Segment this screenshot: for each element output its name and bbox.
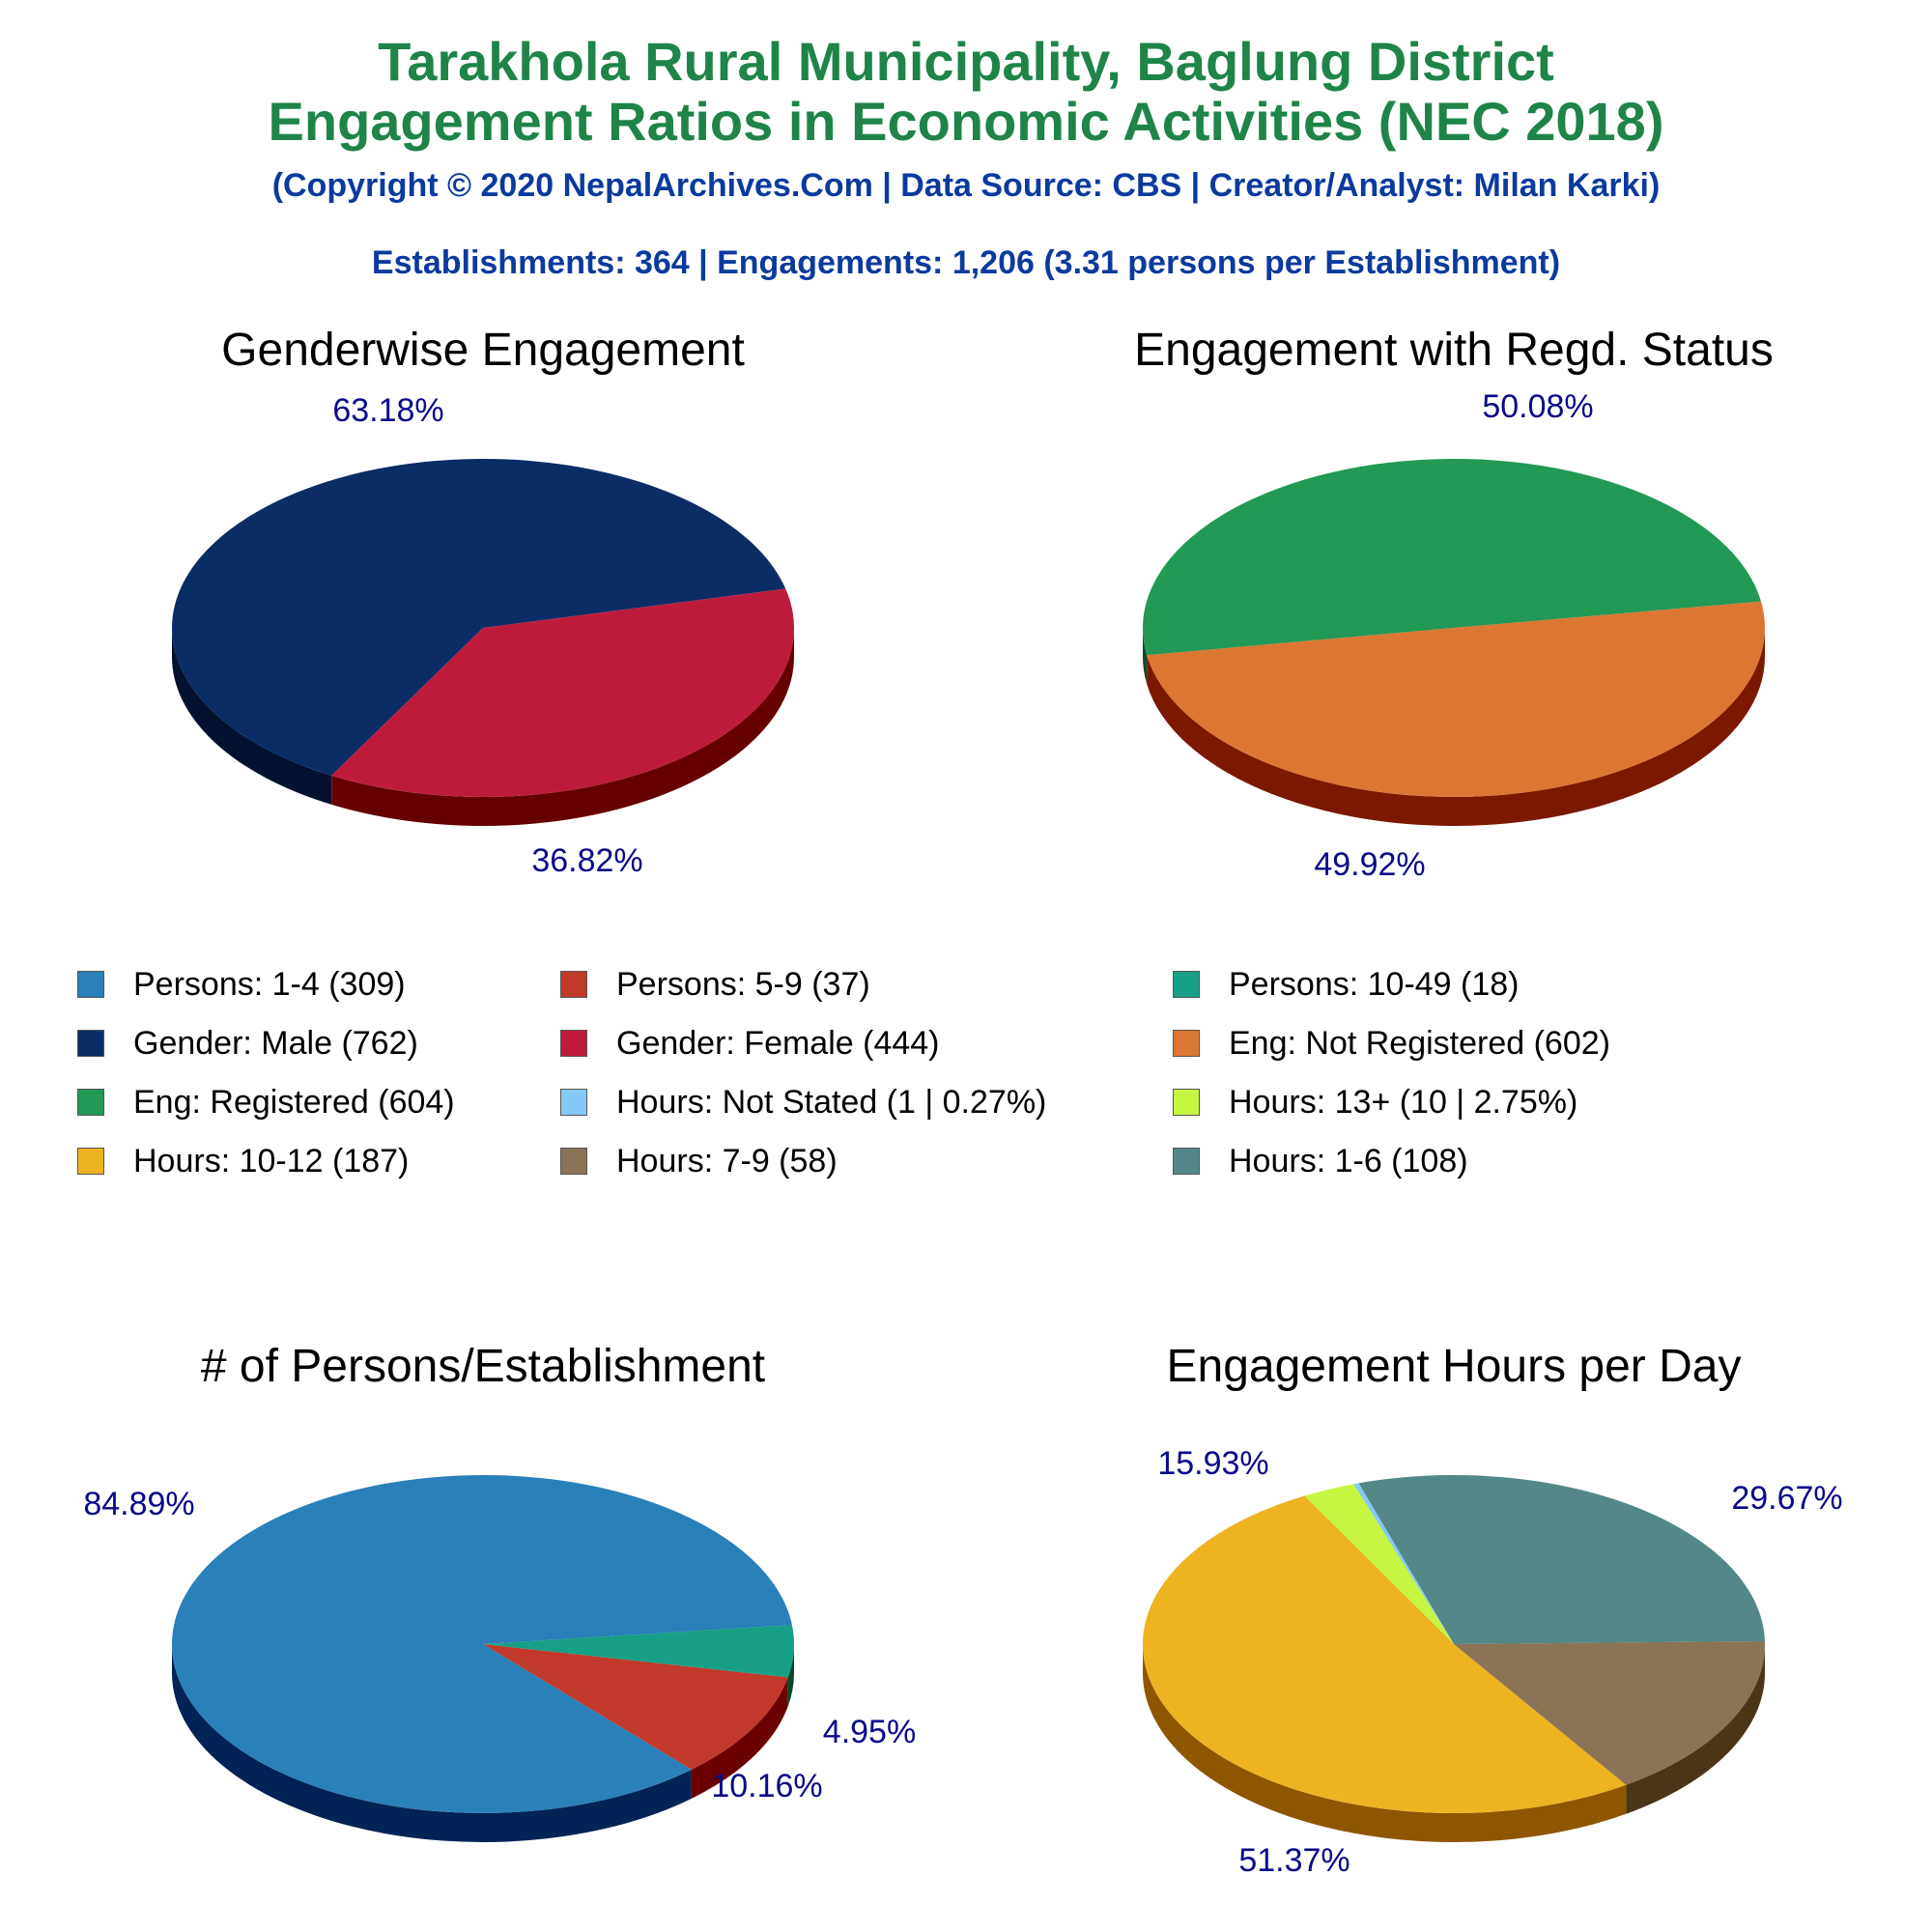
- pie-title-3: # of Persons/Establishment: [200, 1341, 766, 1392]
- legend-swatch: [1173, 1089, 1200, 1116]
- pie-chart-2: [1134, 325, 1774, 883]
- pie-title-4: Engagement Hours per Day: [1166, 1341, 1742, 1392]
- legend-label: Eng: Registered (604): [133, 1083, 455, 1121]
- legend-label: Hours: 7-9 (58): [616, 1142, 838, 1179]
- legend-label: Persons: 5-9 (37): [616, 965, 870, 1003]
- legend-item: [77, 1139, 409, 1183]
- pie-chart-4: [1143, 1341, 1843, 1879]
- legend-item: [1173, 1021, 1610, 1065]
- legend-label: Persons: 10-49 (18): [1229, 965, 1520, 1003]
- legend-item: [560, 1021, 940, 1065]
- pie-label-2-2: 49.92%: [1314, 846, 1426, 883]
- legend-item: [560, 1139, 838, 1183]
- pie-label-3-1: 84.89%: [83, 1486, 195, 1522]
- pie-label-4-5: 15.93%: [1157, 1445, 1269, 1482]
- legend-item: [77, 1021, 418, 1065]
- legend-item: [1173, 1139, 1468, 1183]
- legend-swatch: [77, 1030, 104, 1057]
- copyright-line: (Copyright © 2020 NepalArchives.Com | Data Source: CBS | Creator/Analyst: Milan Karki): [271, 167, 1661, 204]
- legend-label: Hours: 13+ (10 | 2.75%): [1229, 1083, 1578, 1121]
- pie-chart-1: [172, 325, 794, 879]
- pie-label-1-2: 36.82%: [531, 842, 643, 879]
- legend-swatch: [560, 1030, 587, 1057]
- legend-swatch: [1173, 971, 1200, 998]
- legend-swatch: [77, 1148, 104, 1175]
- legend-label: Persons: 1-4 (309): [133, 965, 406, 1003]
- legend-label: Gender: Female (444): [616, 1024, 940, 1062]
- legend-item: [560, 962, 870, 1007]
- legend-item: [1173, 962, 1520, 1007]
- legend-item: [77, 1080, 455, 1124]
- legend-swatch: [77, 1089, 104, 1116]
- legend-swatch: [1173, 1030, 1200, 1057]
- pie-label-3-2: 10.16%: [711, 1768, 823, 1804]
- legend-item: [560, 1080, 1046, 1124]
- legend-swatch: [1173, 1148, 1200, 1175]
- legend-label: Hours: Not Stated (1 | 0.27%): [616, 1083, 1047, 1121]
- legend-swatch: [560, 1089, 587, 1116]
- legend-item: [77, 962, 406, 1007]
- chart-title-line1: Tarakhola Rural Municipality, Baglung District: [378, 31, 1554, 92]
- summary-line: Establishments: 364 | Engagements: 1,206 (3.31 persons per Establishment): [371, 244, 1561, 281]
- chart-title-line2: Engagement Ratios in Economic Activities (NEC 2018): [268, 91, 1664, 152]
- pie-chart-3: [83, 1341, 916, 1842]
- legend-swatch: [77, 971, 104, 998]
- legend-swatch: [560, 971, 587, 998]
- pie-title-2: Engagement with Regd. Status: [1134, 325, 1774, 376]
- legend-label: Hours: 10-12 (187): [133, 1142, 410, 1179]
- legend-label: Hours: 1-6 (108): [1229, 1142, 1468, 1179]
- pie-label-4-1: 29.67%: [1731, 1480, 1843, 1517]
- legend-label: Gender: Male (762): [133, 1024, 418, 1062]
- pie-label-3-3: 4.95%: [822, 1714, 917, 1750]
- pie-title-1: Genderwise Engagement: [221, 325, 745, 376]
- pie-label-4-4: 51.37%: [1238, 1842, 1350, 1879]
- legend-item: [1173, 1080, 1577, 1124]
- legend-label: Eng: Not Registered (602): [1229, 1024, 1610, 1062]
- legend-swatch: [560, 1148, 587, 1175]
- pie-label-1-1: 63.18%: [332, 392, 444, 429]
- pie-label-2-1: 50.08%: [1482, 388, 1594, 425]
